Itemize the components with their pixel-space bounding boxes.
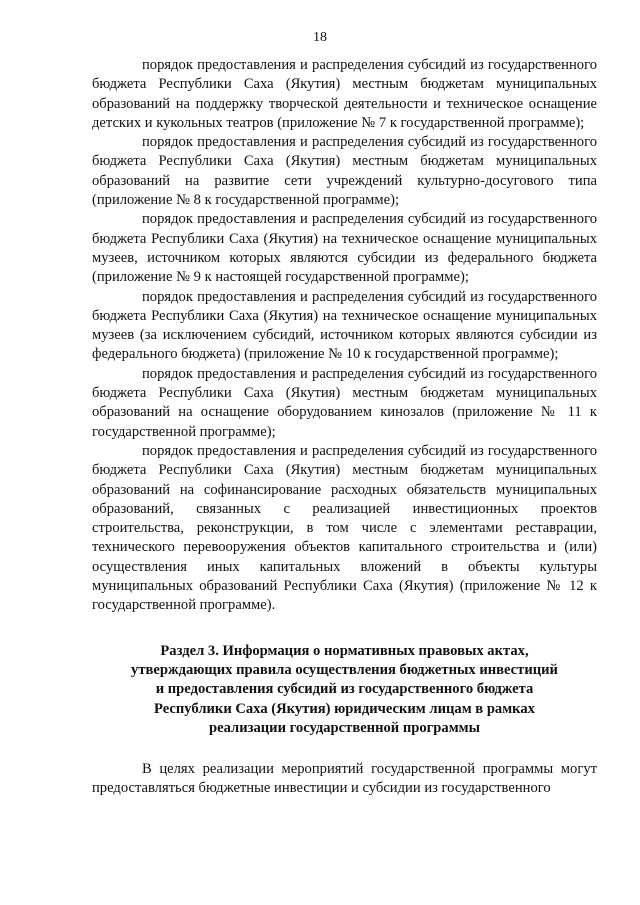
section-heading-line: утверждающих правила осуществления бюджетных инвестиций xyxy=(131,661,558,678)
section-heading xyxy=(92,642,597,738)
list-item: порядок предоставления и распределения субсидий из государственного бюджета Республики Саха (Якутия) местным бюджетам муниципальных образований на оснащение оборудованием кинозалов (приложение № 11 к государственной программе); xyxy=(92,365,597,440)
section-heading-line: Раздел 3. Информация о нормативных правовых актах, xyxy=(160,642,529,659)
list-item: порядок предоставления и распределения субсидий из государственного бюджета Республики Саха (Якутия) местным бюджетам муниципальных образований на поддержку творческой деятельности и техническое оснащение детских и кукольных театров (приложение № 7 к государственной программе); xyxy=(92,57,597,131)
section-heading-line: Республики Саха (Якутия) юридическим лицам в рамках xyxy=(154,700,535,717)
section-heading-line: и предоставления субсидий из государственного бюджета xyxy=(155,681,534,698)
body-paragraph: В целях реализации мероприятий государственной программы могут предоставляться бюджетные инвестиции и субсидии из государственного xyxy=(92,761,597,797)
list-item: порядок предоставления и распределения субсидий из государственного бюджета Республики Саха (Якутия) местным бюджетам муниципальных образований на софинансирование расходных обязательств муниципальных образований, связанных с реализацией инвестиционных проектов строительства, реконструкции, в том числе с элементами реставрации, технического перевооружения объектов капитального строительства и (или) осуществления иных капитальных вложений в объекты культуры муниципальных образований Республики Саха (Якутия) (приложение № 12 к государственной программе). xyxy=(92,442,597,614)
page-content xyxy=(92,56,597,799)
page-number: 18 xyxy=(313,30,327,45)
list-item: порядок предоставления и распределения субсидий из государственного бюджета Республики Саха (Якутия) местным бюджетам муниципальных образований на развитие сети учреждений культурно-досугового типа (приложение № 8 к государственной программе); xyxy=(92,134,597,209)
list-item: порядок предоставления и распределения субсидий из государственного бюджета Республики Саха (Якутия) на техническое оснащение муниципальных музеев (за исключением субсидий, источником которых являются субсидии из федерального бюджета) (приложение № 10 к государственной программе); xyxy=(92,288,597,363)
list-item: порядок предоставления и распределения субсидий из государственного бюджета Республики Саха (Якутия) на техническое оснащение муниципальных музеев, источником которых являются субсидии из федерального бюджета (приложение № 9 к настоящей государственной программе); xyxy=(92,211,597,286)
section-heading-line: реализации государственной программы xyxy=(209,719,480,736)
